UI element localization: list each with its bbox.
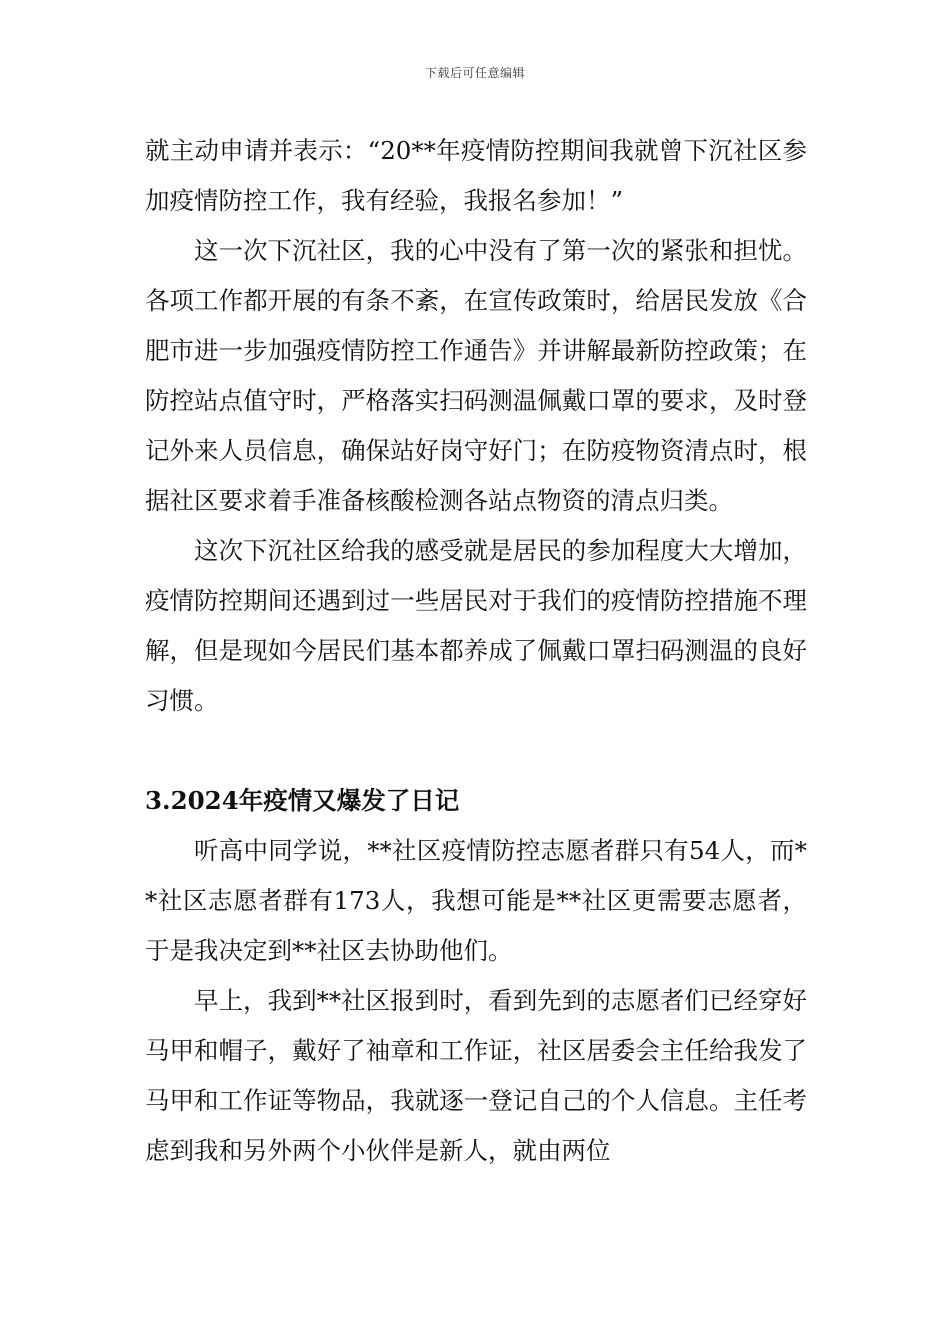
paragraph-continuation: 就主动申请并表示：“20**年疫情防控期间我就曾下沉社区参加疫情防控工作，我有经验，我报名参加！” bbox=[145, 136, 807, 215]
page-header: 下载后可任意编辑 bbox=[424, 66, 525, 80]
paragraph-volunteer-groups: 听高中同学说，**社区疫情防控志愿者群只有54人，而**社区志愿者群有173人，我想可能是**社区更需要志愿者，于是我决定到**社区去协助他们。 bbox=[145, 836, 807, 965]
paragraph-resident-feelings: 这次下沉社区给我的感受就是居民的参加程度大大增加，疫情防控期间还遇到过一些居民对于我们的疫情防控措施不理解，但是现如今居民们基本都养成了佩戴口罩扫码测温的良好习惯。 bbox=[145, 536, 807, 715]
section-heading: 3.2024年疫情又爆发了日记 bbox=[145, 786, 460, 815]
document-body bbox=[145, 126, 807, 1176]
paragraph-second-deployment: 这一次下沉社区，我的心中没有了第一次的紧张和担忧。各项工作都开展的有条不紊，在宣传政策时，给居民发放《合肥市进一步加强疫情防控工作通告》并讲解最新防控政策；在防控站点值守时，严格落实扫码测温佩戴口罩的要求，及时登记外来人员信息，确保站好岗守好门；在防疫物资清点时，根据社区要求着手准备核酸检测各站点物资的清点归类。 bbox=[145, 236, 807, 515]
paragraph-morning-report: 早上，我到**社区报到时，看到先到的志愿者们已经穿好马甲和帽子，戴好了袖章和工作证，社区居委会主任给我发了马甲和工作证等物品，我就逐一登记自己的个人信息。主任考虑到我和另外两个小伙伴是新人，就由两位 bbox=[145, 986, 807, 1165]
